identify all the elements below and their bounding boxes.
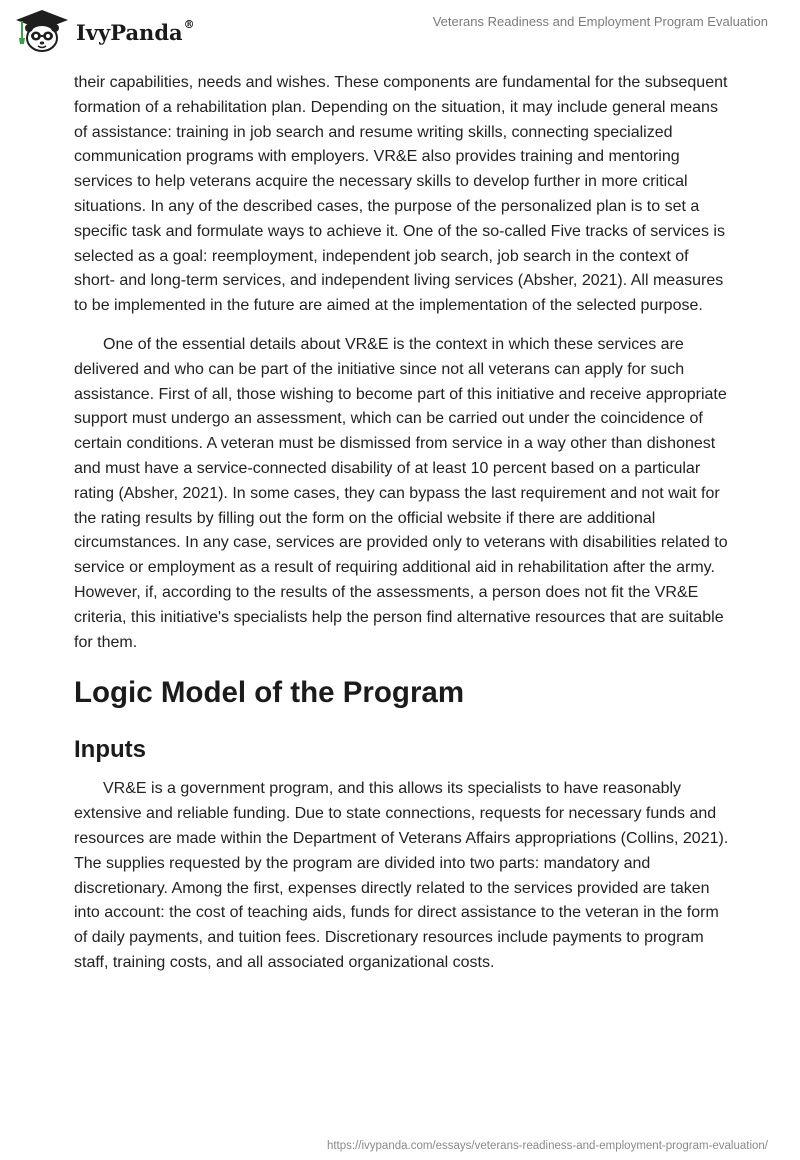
ivypanda-logo[interactable] bbox=[12, 8, 195, 56]
brand-name: IvyPanda® bbox=[76, 18, 195, 45]
page-header bbox=[0, 0, 800, 64]
paragraph: their capabilities, needs and wishes. These components are fundamental for the subsequent formation of a rehabilitation plan. Depending on the situation, it may include general means of assistance: training in job search and resume writing skills, connecting specialized communication programs with employers. VR&E also provides training and mentoring services to help veterans acquire the necessary skills to develop further in more critical situations. In any of the described cases, the purpose of the personalized plan is to set a specific task and formulate ways to achieve it. One of the so-called Five tracks of services is selected as a goal: reemployment, independent job search, job search in the context of short- and long-term services, and independent living services (Absher, 2021). All measures to be implemented in the future are aimed at the implementation of the selected purpose. bbox=[74, 74, 728, 315]
article-body bbox=[74, 71, 730, 990]
registered-mark: ® bbox=[183, 18, 195, 31]
section-heading: Logic Model of the Program bbox=[74, 676, 465, 710]
panda-graduate-icon bbox=[12, 8, 72, 56]
paragraph: VR&E is a government program, and this allows its specialists to have reasonably extensive and reliable funding. Due to state connections, requests for necessary funds and resources are made within the Department of Veterans Affairs appropriations (Collins, 2021). The supplies requested by the program are divided into two parts: mandatory and discretionary. Among the first, expenses directly related to the services provided are taken into account: the cost of teaching aids, funds for direct assistance to the veteran in the form of daily payments, and tuition fees. Discretionary resources include payments to program staff, training costs, and all associated organizational costs. bbox=[74, 780, 729, 971]
source-url[interactable]: https://ivypanda.com/essays/veterans-readiness-and-employment-program-evaluation/ bbox=[326, 1140, 768, 1152]
document-title: Veterans Readiness and Employment Program Evaluation bbox=[432, 14, 768, 29]
paragraph: One of the essential details about VR&E is the context in which these services are delivered and who can be part of the initiative since not all veterans can apply for such assistance. First of all, those wishing to become part of this initiative and receive appropriate support must undergo an assessment, which can be carried out under the coincidence of certain conditions. A veteran must be dismissed from service in a way other than dishonest and must have a service-connected disability of at least 10 percent based on a particular rating (Absher, 2021). In some cases, they can bypass the last requirement and not wait for the rating results by filling out the form on the official website if there are additional circumstances. In any case, services are provided only to veterans with disabilities related to service or employment as a result of requiring additional aid in rehabilitation after the army. However, if, according to the results of the assessments, a person does not fit the VR&E criteria, this initiative's specialists help the person find alternative resources that are suitable for them. bbox=[74, 335, 728, 651]
subsection-heading: Inputs bbox=[74, 736, 146, 764]
